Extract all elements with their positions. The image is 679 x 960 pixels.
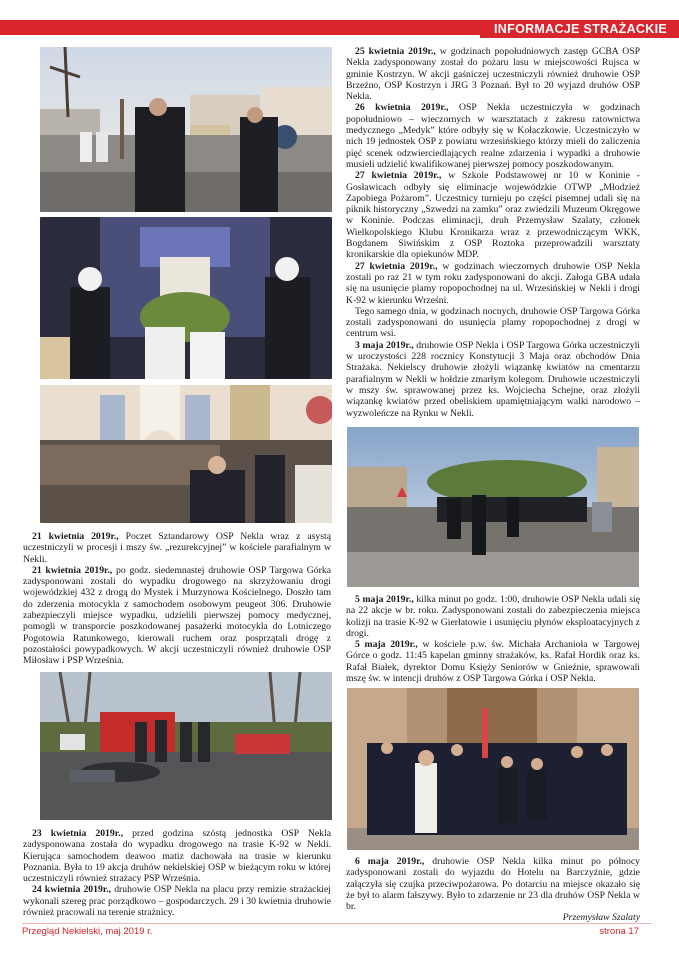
- group-photo-image: [347, 688, 639, 850]
- right-text-block-mid: [346, 594, 640, 684]
- article-paragraph: 27 kwietnia 2019r., w godzinach wieczornych druhowie OSP Nekla zostali po raz 21 w tym roku zadysponowani do akcji. Załoga GBA udała się na usunięcie plamy ropopochodnej na ul. Wrzesińskiej w Nekli i drogi K-92 w kierunku Wrześni.: [346, 260, 640, 306]
- footer-publication: Przegląd Nekielski, maj 2019 r.: [22, 926, 153, 937]
- article-paragraph: 23 kwietnia 2019r., przed godzina szóstą jednostka OSP Nekla zadysponowana została do wypadku drogowego na trasie K-92 w Nekli. Kierująca samochodem deawoo matiz dachowała na trasie w kierunku Poznania. Była to 19 akcja druhów nekielskiej OSP w bieżącym roku w której uczestniczyli również strażacy PSP Września.: [23, 828, 331, 885]
- church-mass-photo: [40, 385, 332, 523]
- article-paragraph: 6 maja 2019r., druhowie OSP Nekla kilka minut po północy zadysponowani zostali do wyjazdu do Hotelu na Barczyźnie, gdzie załączyła się czujka przeciwpożarowa. Po dotarciu na miejsce okazało się że był to alarm fałszywy. Było to zdarzenie nr 23 dla druhów OSP Nekla w br.: [346, 856, 640, 913]
- article-paragraph: 25 kwietnia 2019r., w godzinach popołudniowych zastęp GCBA OSP Nekla zadysponowany został do pożaru lasu w miejscowości Rujsca w gminie Kostrzyn. W akcji gaśniczej uczestniczyli również druhowie OSP Brzeźno, OSP Kostrzyn i JRG 3 Poznań. Był to 20 wyjazd druhów OSP Nekla.: [346, 46, 640, 103]
- section-title: INFORMACJE STRAŻACKIE: [480, 20, 679, 38]
- church-guard-image: [40, 217, 332, 379]
- procession-street-image: [40, 47, 332, 212]
- church-mass-image: [40, 385, 332, 523]
- article-paragraph: 24 kwietnia 2019r., druhowie OSP Nekla na placu przy remizie strażackiej wykonali szereg prac porządkowo – gospodarczych. 29 i 30 kwietnia druhowie również pracowali na terenie strażnicy.: [23, 884, 331, 919]
- author-signature: Przemysław Szalaty: [562, 912, 640, 924]
- article-paragraph: 21 kwietnia 2019r., Poczet Sztandarowy OSP Nekla wraz z asystą uczestniczyli w procesji i mszy św. „rezurekcyjnej” w kościele parafialnym w Nekli.: [23, 531, 331, 565]
- accident-scene-photo: [40, 672, 332, 820]
- footer-divider: [22, 923, 652, 924]
- page-header: [0, 0, 679, 38]
- group-photo-church: [347, 688, 639, 850]
- memorial-ceremony-image: [347, 427, 639, 587]
- article-paragraph: 3 maja 2019r., druhowie OSP Nekla i OSP Targowa Górka uczestniczyli w uroczystości 228 rocznicy Konstytucji 3 Maja oraz obchodów Dnia Strażaka. Nekielscy druhowie złożyli wiązankę kwiatów na cmentarzu parafialnym w Nekli w hołdzie zmarłym kolegom. Druhowie uczestniczyli w mszy św. sprawowanej przez ks. Wojciecha Schejne, oraz złożyli wiązankę kwiatów przed obeliskiem upamiętniającym walki narodowo – wyzwoleńcze na Rynku w Nekli.: [346, 339, 640, 419]
- procession-street-photo: [40, 47, 332, 212]
- article-paragraph: 5 maja 2019r., w kościele p.w. św. Michała Archanioła w Targowej Górce o godz. 11:45 kapelan gminny strażaków, ks. Rafał Hordik oraz ks. Rafał Białek, dyrektor Domu Księży Seniorów w Gnieźnie, sprawowali mszę św. w intencji druhów z OSP Targowa Górka i OSP Nekla.: [346, 639, 640, 685]
- church-guard-photo: [40, 217, 332, 379]
- footer-page-number: strona 17: [599, 926, 639, 937]
- right-text-block-top: [346, 46, 640, 419]
- accident-scene-image: [40, 672, 332, 820]
- article-paragraph: 21 kwietnia 2019r., po godz. siedemnastej druhowie OSP Targowa Górka zadysponowani zostali do wypadku drogowego na skrzyżowaniu drogi wojewódzkiej 432 z drogą do Mystek i Murzynowa Kościelnego. Doszło tam do zderzenia motocykla z samochodem osobowym peugeot 306. Druhowie zabezpieczyli miejsce wypadku, udzielili pierwszej pomocy medycznej, pomogli w transporcie poszkodowanej pasażerki motocykla do Lotniczego Pogotowia Ratunkowego, kierowali ruchem oraz posprzątali drogę z pozostałości powypadkowych. W akcji uczestniczyli również druhowie OSP Miłosław i PSP Września.: [23, 564, 332, 667]
- article-paragraph: Tego samego dnia, w godzinach nocnych, druhowie OSP Targowa Górka zostali zadysponowani do usunięcia plamy ropopochodnej z drogi w centrum wsi.: [346, 305, 640, 340]
- memorial-ceremony-photo: [347, 427, 639, 587]
- right-text-block-bottom: [346, 856, 640, 924]
- article-paragraph: 5 maja 2019r., kilka minut po godz. 1:00, druhowie OSP Nekla udali się na 22 akcje w br. roku. Zadysponowani zostali do zabezpieczenia miejsca kolizji na trasie K-92 w Gierłatowie i usunięciu płynów eksploatacyjnych z drogi.: [346, 594, 640, 639]
- left-text-block-2: [23, 828, 331, 918]
- article-paragraph: 27 kwietnia 2019r., w Szkole Podstawowej nr 10 w Koninie - Gosławicach odbyły się eliminacje wojewódzkie OTWP „Młodzież Zapobiega Pożarom”. Uczestnicy turnieju po części pisemnej udali się na piknik historyczny „Szwedzi na zamku” oraz zwiedzili Muzeum Okręgowe w Koninie. Podczas eliminacji, druh Przemysław Szalaty, członek Wielkopolskiego Klubu Kronikarza wraz z przewodniczącym WKK, Bogdanem Siwińskim z OSP Roztoka przeprowadzili warsztaty kronikarskie dla opiekunów MDP.: [346, 170, 641, 261]
- left-text-block-1: [23, 531, 331, 667]
- article-paragraph: 26 kwietnia 2019r., OSP Nekla uczestniczyła w godzinach popołudniowo – wieczornych w warsztatach z zakresu ratownictwa medycznego „Medyk” które odbyły się w Kołaczkowie. Uczestniczyło w nich 19 jednostek OSP z powiatu wrzesińskiego którzy mieli do zaliczenia pięć scenek odzwierciedlających realne zdarzenia i wypadki a druhowie musieli udzielić kwalifikowanej pierwszej pomocy poszkodowanym.: [346, 102, 640, 170]
